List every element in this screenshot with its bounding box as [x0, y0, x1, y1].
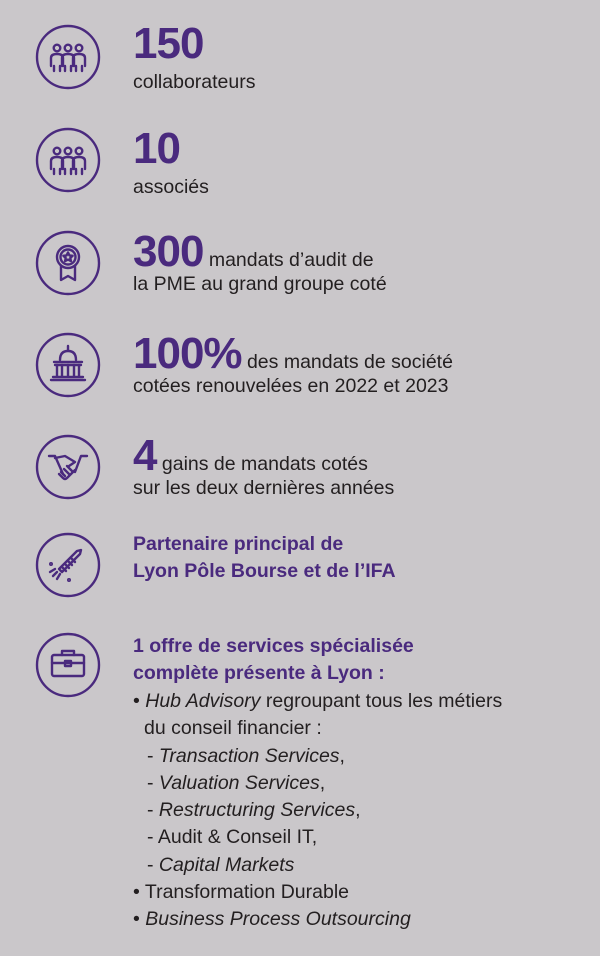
stat-number: 10: [133, 124, 180, 173]
list-subitem: - Valuation Services,: [147, 771, 326, 794]
handshake-icon: [35, 434, 101, 500]
people-group-icon: [35, 24, 101, 90]
briefcase-icon: [35, 632, 101, 698]
list-item-hub-cont: du conseil financier :: [144, 717, 322, 740]
list-item-transformation: • Transformation Durable: [133, 881, 350, 904]
stat-number: 4: [133, 431, 157, 480]
people-group-icon: [35, 127, 101, 193]
list-subitem: - Restructuring Services,: [147, 799, 361, 822]
stat-number: 100%: [133, 329, 242, 378]
offer-list: [133, 688, 588, 934]
list-item-hub: • Hub Advisory regroupant tous les métiers: [133, 690, 503, 712]
list-item-bpo: • Business Process Outsourcing: [133, 908, 411, 931]
list-subitem: - Audit & Conseil IT,: [147, 826, 318, 849]
offer-title-line1: 1 offre de services spécialisée: [133, 635, 414, 657]
stat-label: collaborateurs: [133, 71, 256, 93]
stat-number: 150: [133, 19, 204, 68]
stock-exchange-building-icon: [35, 332, 101, 398]
stat-label: associés: [133, 176, 209, 198]
stat-label-line2: cotées renouvelées en 2022 et 2023: [133, 375, 449, 397]
offer-title-line2: complète présente à Lyon :: [133, 662, 385, 684]
list-subitem: - Transaction Services,: [147, 744, 345, 767]
partner-line2: Lyon Pôle Bourse et de l’IFA: [133, 560, 396, 582]
stat-number: 300: [133, 227, 204, 276]
partner-line1: Partenaire principal de: [133, 533, 344, 555]
award-ribbon-icon: [35, 230, 101, 296]
stat-label: mandats d’audit de: [203, 249, 374, 271]
list-subitem: - Capital Markets: [147, 853, 295, 876]
stat-label-line2: la PME au grand groupe coté: [133, 273, 387, 295]
rocket-icon: [35, 532, 101, 598]
stat-label: gains de mandats cotés: [156, 453, 368, 475]
hub-advisory-label: Hub Advisory: [145, 690, 261, 712]
stat-label: des mandats de société: [241, 351, 453, 373]
stat-label-line2: sur les deux dernières années: [133, 477, 395, 499]
